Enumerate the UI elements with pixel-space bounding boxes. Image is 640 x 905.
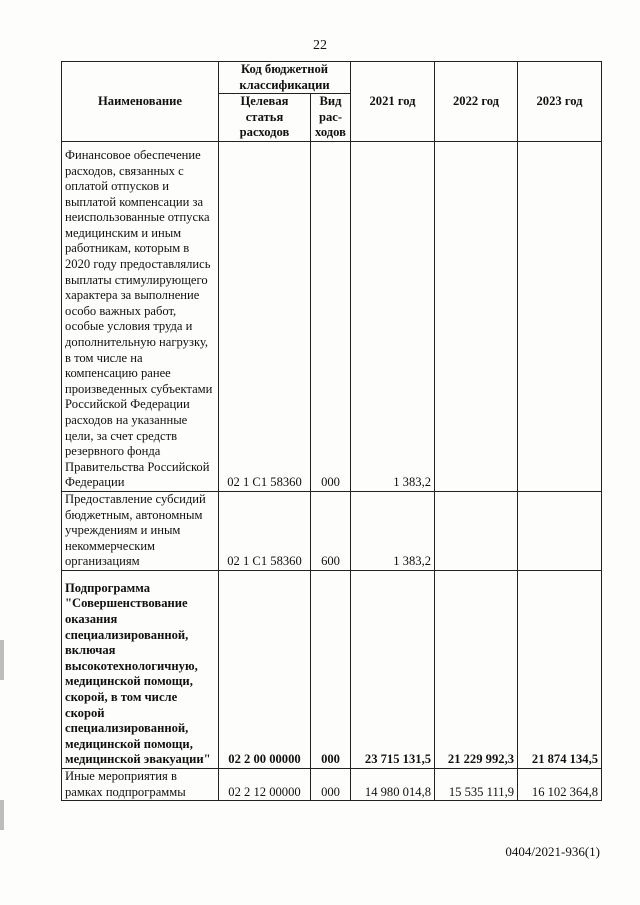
row-target-article: 02 1 С1 58360	[219, 491, 311, 570]
header-expense-type: Вид рас-ходов	[311, 94, 351, 142]
table-row	[62, 570, 602, 768]
header-name: Наименование	[62, 62, 219, 142]
row-value-2022: 21 229 992,3	[435, 570, 518, 768]
row-expense-type: 000	[311, 570, 351, 768]
row-name: Финансовое обеспечение расходов, связанных с оплатой отпусков и выплатой компенсации за неиспользованные отпуска медицинским и иным работникам, которым в 2020 году предоставлялись выплаты стимулирующего характера за выполнение особо важных работ, особые условия труда и дополнительную нагрузку, в том числе на компенсацию ранее произведенных субъектами Российской Федерации расходов на указанные цели, за счет средств резервного фонда Правительства Российской Федерации	[62, 141, 219, 491]
header-2023: 2023 год	[518, 62, 602, 142]
header-2021: 2021 год	[351, 62, 435, 142]
page-number: 22	[313, 38, 327, 53]
row-value-2022: 15 535 111,9	[435, 768, 518, 800]
row-value-2021: 1 383,2	[351, 491, 435, 570]
row-name: Подпрограмма "Совершенствование оказания специализированной, включая высокотехнологичную, медицинской помощи, скорой, в том числе скорой специализированной, медицинской помощи, медицинской эвакуации"	[62, 570, 219, 768]
row-expense-type: 000	[311, 141, 351, 491]
row-value-2022	[435, 141, 518, 491]
document-code: 0404/2021-936(1)	[505, 844, 600, 859]
row-value-2023: 16 102 364,8	[518, 768, 602, 800]
row-expense-type: 600	[311, 491, 351, 570]
row-value-2023	[518, 491, 602, 570]
row-target-article: 02 2 00 00000	[219, 570, 311, 768]
row-value-2023: 21 874 134,5	[518, 570, 602, 768]
row-name: Предоставление субсидий бюджетным, автономным учреждениям и иным некоммерческим организациям	[62, 491, 219, 570]
header-target-article: Целевая статья расходов	[219, 94, 311, 142]
header-2022: 2022 год	[435, 62, 518, 142]
row-value-2021: 23 715 131,5	[351, 570, 435, 768]
scan-edge-mark	[0, 800, 4, 830]
scan-edge-mark	[0, 640, 4, 680]
table-row	[62, 768, 602, 800]
row-value-2022	[435, 491, 518, 570]
row-target-article: 02 1 С1 58360	[219, 141, 311, 491]
row-expense-type: 000	[311, 768, 351, 800]
header-budget-classification: Код бюджетной классификации	[219, 62, 351, 94]
row-target-article: 02 2 12 00000	[219, 768, 311, 800]
table-row	[62, 491, 602, 570]
table-row	[62, 141, 602, 491]
row-value-2021: 14 980 014,8	[351, 768, 435, 800]
row-name: Иные мероприятия в рамках подпрограммы	[62, 768, 219, 800]
row-value-2021: 1 383,2	[351, 141, 435, 491]
budget-table	[61, 61, 602, 801]
row-value-2023	[518, 141, 602, 491]
